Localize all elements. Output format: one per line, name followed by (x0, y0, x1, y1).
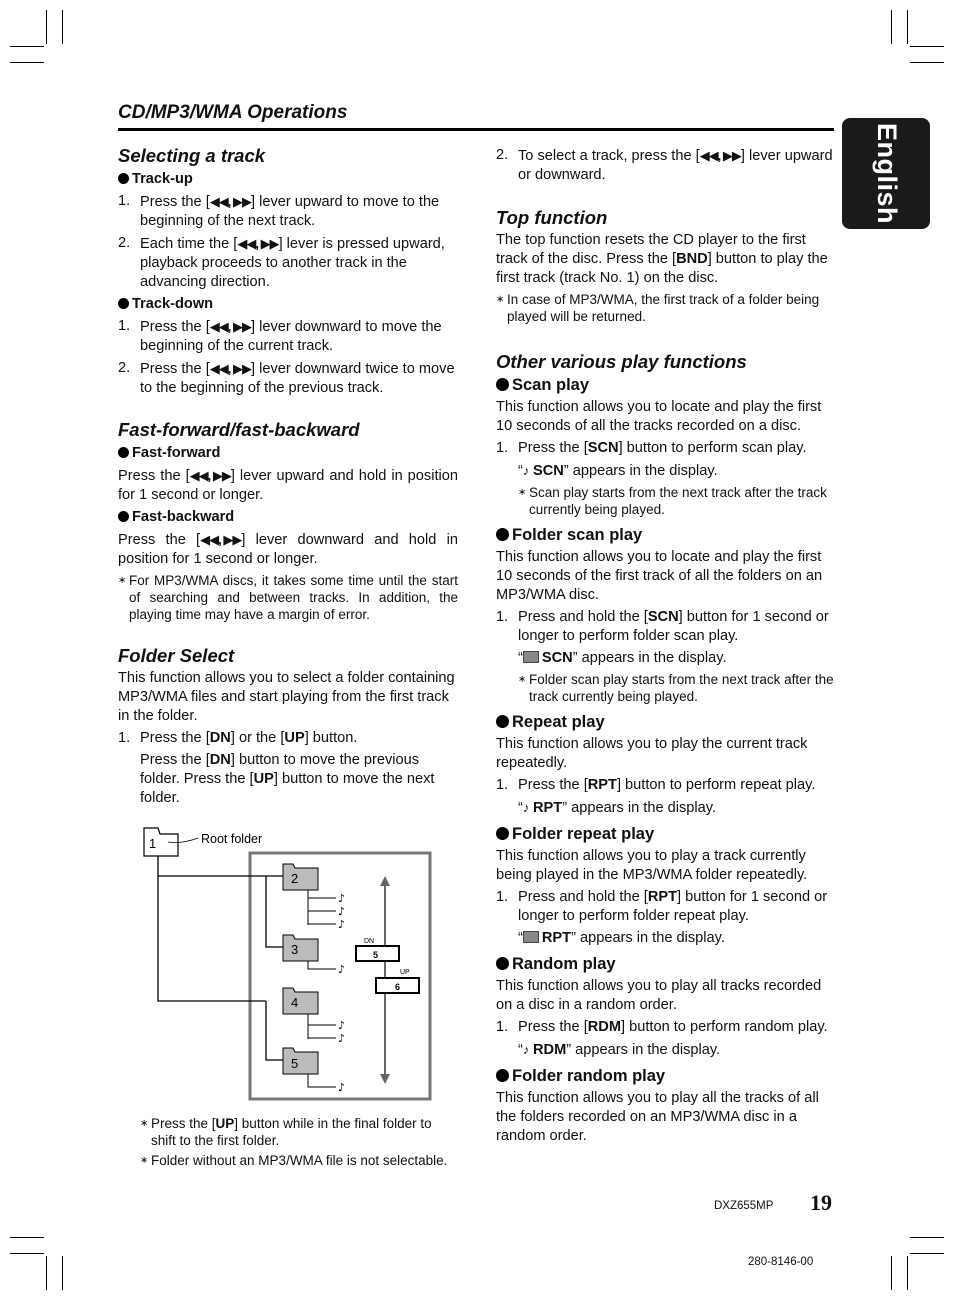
section-header: CD/MP3/WMA Operations (118, 102, 348, 123)
music-note-icon: ♪ (522, 463, 533, 478)
crop-mark (46, 10, 47, 44)
step-detail: Press the [DN] button to move the previous folder. Press the [UP] button to move the next folder. (140, 752, 435, 806)
model-number: DXZ655MP (714, 1200, 774, 1212)
crop-mark (10, 1253, 44, 1254)
music-note-icon: ♪ (338, 918, 346, 931)
music-note-icon: ♪ (338, 905, 346, 918)
heading-top-function: Top function (496, 207, 608, 228)
bullet-icon (118, 173, 129, 184)
paragraph: Press the [◀◀, ▶▶] lever downward and hold in position for 1 second or longer. (118, 532, 458, 567)
header-rule (118, 128, 834, 131)
bullet-icon (496, 528, 509, 541)
crop-mark (891, 1256, 892, 1290)
step-item: 1. Press the [◀◀, ▶▶] lever downward to move the beginning of the current track. (118, 318, 442, 354)
note: ∗ Scan play starts from the next track after the track currently being played. (518, 484, 836, 518)
folder-label: 4 (291, 995, 299, 1010)
note: ∗ In case of MP3/WMA, the first track of a folder being played will be returned. (496, 291, 836, 325)
note: ∗ Folder scan play starts from the next track after the track currently being played. (518, 671, 836, 705)
subheading-random-play: Random play (496, 955, 836, 974)
note: ∗ Folder without an MP3/WMA file is not selectable. (140, 1152, 460, 1169)
heading-other-play-functions: Other various play functions (496, 351, 747, 372)
paragraph: This function allows you to locate and play the first 10 seconds of all the tracks recorded on a disc. (496, 399, 822, 434)
bullet-icon (118, 298, 129, 309)
crop-mark (910, 46, 944, 47)
paragraph: This function allows you to play a track currently being played in the MP3/WMA folder repeatedly. (496, 848, 808, 883)
folder-label: 5 (291, 1056, 299, 1071)
lever-icon: ◀◀, ▶▶ (209, 319, 251, 334)
music-note-icon: ♪ (522, 1042, 533, 1057)
selectable-area-frame (250, 853, 430, 1099)
lever-icon: ◀◀, ▶▶ (189, 468, 231, 483)
note: ∗ For MP3/WMA discs, it takes some time until the start of searching and between tracks. In addition, the playing time may have a margin of error. (118, 572, 458, 623)
language-tab-label: English (871, 122, 902, 225)
crop-mark (62, 10, 63, 44)
music-note-icon: ♪ (338, 1019, 346, 1032)
left-column (118, 145, 458, 811)
crop-mark (10, 46, 44, 47)
bullet-icon (496, 1069, 509, 1082)
page-number: 19 (810, 1190, 832, 1215)
folder-icon (283, 988, 318, 1014)
heading-folder-select: Folder Select (118, 645, 235, 666)
step-item: 1. Press the [RDM] button to perform random play. (496, 1019, 828, 1035)
folder-label: 3 (291, 942, 299, 957)
crop-mark (907, 10, 908, 44)
folder-label: 2 (291, 871, 299, 886)
subheading-folder-random-play: Folder random play (496, 1067, 836, 1086)
subheading-repeat-play: Repeat play (496, 713, 836, 732)
step-item: 1. Press the [SCN] button to perform scan play. (496, 440, 807, 456)
language-tab (842, 118, 930, 229)
heading-fast-forward: Fast-forward/fast-backward (118, 419, 360, 440)
crop-mark (62, 1256, 63, 1290)
folder-icon (283, 1048, 318, 1074)
step-item: 1. Press the [DN] or the [UP] button. (118, 730, 358, 746)
crop-mark (910, 1253, 944, 1254)
music-note-icon: ♪ (338, 1081, 346, 1094)
right-column (496, 145, 836, 1149)
folder-notes (140, 1112, 460, 1172)
bullet-icon (118, 447, 129, 458)
paragraph: This function allows you to play all tracks recorded on a disc in a random order. (496, 978, 822, 1013)
paragraph: This function allows you to play all the tracks of all the folders recorded on an MP3/WMA disc in a random order. (496, 1090, 819, 1144)
crop-mark (10, 1237, 44, 1238)
bullet-icon (496, 957, 509, 970)
note: ∗ Press the [UP] button while in the final folder to shift to the first folder. (140, 1115, 460, 1149)
display-indication: “ RPT” appears in the display. (518, 930, 725, 946)
root-folder-icon (144, 828, 178, 856)
display-indication: “ SCN” appears in the display. (518, 650, 727, 666)
paragraph: This function allows you to locate and play the first 10 seconds of the first track of all the folders on an MP3/WMA disc. (496, 549, 823, 603)
step-item: 1. Press the [RPT] button to perform repeat play. (496, 777, 816, 793)
folder-icon (283, 935, 318, 961)
music-note-icon: ♪ (522, 800, 533, 815)
lever-icon: ◀◀, ▶▶ (209, 361, 251, 376)
music-note-icon: ♪ (338, 892, 346, 905)
bullet-icon (496, 715, 509, 728)
music-note-icon: ♪ (338, 1032, 346, 1045)
lever-icon: ◀◀, ▶▶ (237, 236, 279, 251)
step-item: 2. To select a track, press the [◀◀, ▶▶] lever upward or downward. (496, 147, 833, 183)
crop-mark (10, 62, 44, 63)
crop-mark (910, 62, 944, 63)
lever-icon: ◀◀, ▶▶ (699, 148, 741, 163)
subheading-folder-scan-play: Folder scan play (496, 526, 836, 545)
paragraph: Press the [◀◀, ▶▶] lever upward and hold in position for 1 second or longer. (118, 468, 458, 503)
folder-icon (283, 864, 318, 890)
crop-mark (910, 1237, 944, 1238)
bullet-icon (496, 827, 509, 840)
music-note-icon: ♪ (338, 963, 346, 976)
subheading-folder-repeat-play: Folder repeat play (496, 825, 836, 844)
paragraph: This function allows you to select a folder containing MP3/WMA files and start playing from the first track in the folder. (118, 670, 455, 724)
lever-icon: ◀◀, ▶▶ (209, 194, 251, 209)
subheading-track-down: Track-down (118, 295, 458, 314)
display-indication: “♪ SCN” appears in the display. (518, 463, 718, 479)
subheading-track-up: Track-up (118, 170, 458, 189)
folder-diagram (118, 820, 448, 1110)
up-number: 6 (395, 982, 401, 992)
display-indication: “♪ RDM” appears in the display. (518, 1042, 721, 1058)
heading-selecting-track: Selecting a track (118, 145, 266, 166)
subheading-fast-backward: Fast-backward (118, 508, 458, 527)
dn-label: DN (364, 938, 375, 945)
step-item: 2. Press the [◀◀, ▶▶] lever downward twice to move to the beginning of the previous track. (118, 360, 455, 396)
step-item: 1. Press and hold the [SCN] button for 1 second or longer to perform folder scan play. (496, 609, 829, 644)
bullet-icon (118, 511, 129, 522)
subheading-fast-forward: Fast-forward (118, 444, 458, 463)
folder-icon (523, 651, 539, 663)
paragraph: This function allows you to play the current track repeatedly. (496, 736, 808, 771)
subheading-scan-play: Scan play (496, 376, 836, 395)
crop-mark (907, 1256, 908, 1290)
step-item: 1. Press the [◀◀, ▶▶] lever upward to move to the beginning of the next track. (118, 193, 440, 229)
crop-mark (46, 1256, 47, 1290)
folder-label: 1 (149, 836, 157, 851)
document-number: 280-8146-00 (748, 1256, 814, 1268)
step-item: 1. Press and hold the [RPT] button for 1 second or longer to perform folder repeat play. (496, 889, 828, 924)
paragraph: The top function resets the CD player to the first track of the disc. Press the [BND] button to play the first track (track No. 1) on the disc. (496, 232, 828, 286)
root-folder-label: Root folder (201, 832, 263, 846)
up-label: UP (400, 969, 410, 976)
display-indication: “♪ RPT” appears in the display. (518, 800, 717, 816)
lever-icon: ◀◀, ▶▶ (200, 532, 242, 547)
bullet-icon (496, 378, 509, 391)
dn-number: 5 (373, 950, 379, 960)
music-note-icons (338, 892, 345, 1094)
crop-mark (891, 10, 892, 44)
tree-lines (158, 856, 283, 1060)
step-item: 2. Each time the [◀◀, ▶▶] lever is pressed upward, playback proceeds to another track in the advancing direction. (118, 235, 445, 290)
folder-icon (523, 931, 539, 943)
